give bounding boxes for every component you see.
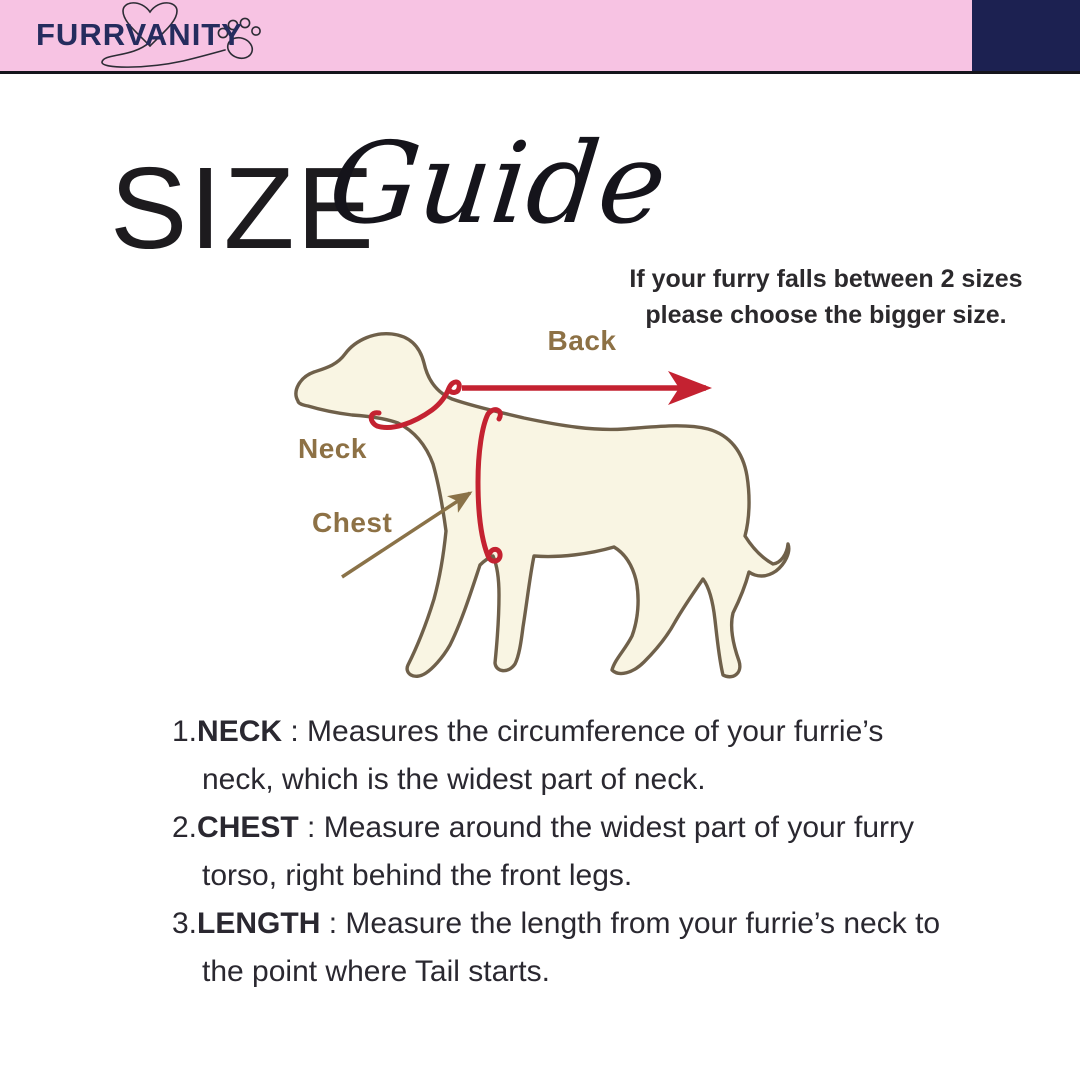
note-line-1: If your furry falls between 2 sizes bbox=[629, 265, 1023, 293]
dog-measurement-diagram bbox=[280, 325, 800, 695]
item-number: 1. bbox=[172, 715, 198, 748]
brand-wordmark: FURRVANITY bbox=[36, 17, 243, 52]
between-sizes-note bbox=[600, 262, 1052, 333]
item-keyword: CHEST bbox=[197, 811, 299, 844]
item-text: : Measure around the widest part of your furry torso, right behind the front legs. bbox=[202, 811, 915, 892]
page-title-main: SIZE bbox=[110, 143, 376, 273]
header-divider bbox=[0, 71, 1080, 74]
item-keyword: LENGTH bbox=[197, 907, 321, 940]
item-text: : Measures the circumference of your furrie’s neck, which is the widest part of neck. bbox=[202, 715, 884, 796]
page-title-script: Guide bbox=[323, 119, 673, 249]
chest-label: Chest bbox=[312, 507, 393, 538]
header-bar bbox=[0, 0, 1080, 71]
header-accent-block bbox=[972, 0, 1080, 71]
item-number: 2. bbox=[172, 811, 198, 844]
item-number: 3. bbox=[172, 907, 198, 940]
neck-label: Neck bbox=[298, 433, 367, 464]
instruction-item-chest bbox=[172, 804, 962, 900]
back-label: Back bbox=[547, 325, 617, 356]
item-text: : Measure the length from your furrie’s neck to the point where Tail starts. bbox=[202, 907, 941, 988]
instruction-item-length bbox=[172, 900, 962, 996]
item-keyword: NECK bbox=[197, 715, 283, 748]
instruction-item-neck bbox=[172, 708, 962, 804]
measurement-instructions bbox=[172, 708, 962, 996]
note-line-2: please choose the bigger size. bbox=[645, 300, 1007, 329]
dog-silhouette bbox=[296, 334, 789, 677]
